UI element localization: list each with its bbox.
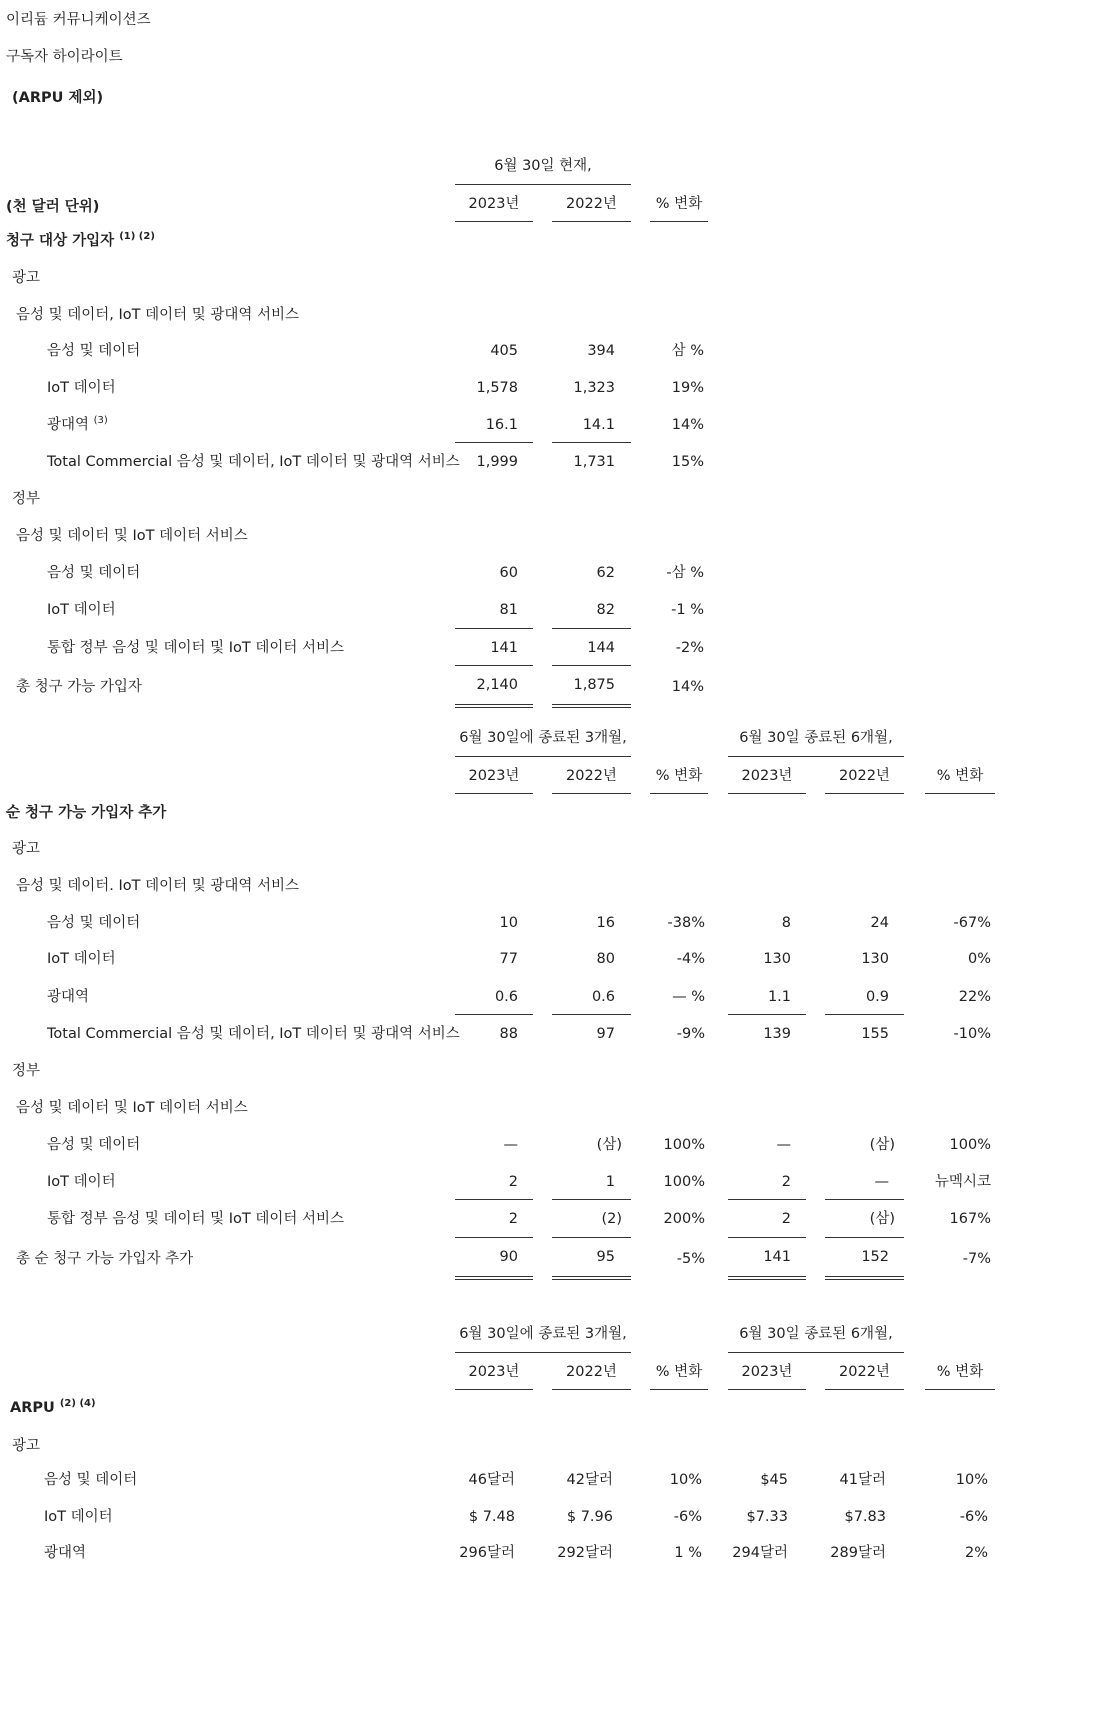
s3-cell: 289달러 xyxy=(830,1545,886,1561)
s2-row-label: 음성 및 데이터 xyxy=(47,915,141,931)
s2-cell: 2 xyxy=(781,1211,791,1227)
s1-col-2022: 2022년 xyxy=(566,196,617,212)
subtotal-rule xyxy=(455,665,533,666)
s3-col-underline xyxy=(455,1389,533,1390)
s1-cell: 1,578 xyxy=(476,380,518,396)
total-double-rule xyxy=(552,704,631,708)
s2-cell: (삼) xyxy=(869,1211,895,1227)
s1-cell: 1,323 xyxy=(573,380,615,396)
s2-cell: 16 xyxy=(596,915,615,931)
s2-cell: 152 xyxy=(861,1249,889,1265)
s2-cell: -7% xyxy=(962,1251,991,1267)
s2-col: % 변화 xyxy=(936,768,984,784)
s1-cell: 19% xyxy=(671,380,704,396)
s2-cell: — xyxy=(503,1137,518,1153)
total-double-rule xyxy=(825,1276,904,1280)
s3-cell: 10% xyxy=(669,1472,702,1488)
s2-cell: — xyxy=(776,1137,791,1153)
s1-cell: 15% xyxy=(671,454,704,470)
subtotal-rule xyxy=(825,1199,904,1200)
s2-cell: 88 xyxy=(499,1026,518,1042)
subtotal-rule xyxy=(455,1014,533,1015)
s2-cell: 141 xyxy=(763,1249,791,1265)
s2-cell: 1.1 xyxy=(767,989,791,1005)
s3-cell: 2% xyxy=(964,1545,988,1561)
s3-col-underline xyxy=(925,1389,995,1390)
s1-cell: 405 xyxy=(490,343,518,359)
s3-row-label: 음성 및 데이터 xyxy=(44,1472,138,1488)
s2-cell: -67% xyxy=(953,915,991,931)
s3-cell: $ 7.96 xyxy=(566,1509,613,1525)
s2-cell: 100% xyxy=(949,1137,991,1153)
subtotal-rule xyxy=(455,1237,533,1238)
s2-cell: 80 xyxy=(596,951,615,967)
s3-period-6m: 6월 30일 종료된 6개월, xyxy=(739,1326,893,1342)
s2-col: 2022년 xyxy=(839,768,890,784)
s1-cell: -2% xyxy=(675,640,704,656)
s2-cell: 1 xyxy=(605,1174,615,1190)
s3-period-3m: 6월 30일에 종료된 3개월, xyxy=(459,1326,627,1342)
s2-row-label: IoT 데이터 xyxy=(47,1174,116,1190)
s3-cell: $7.83 xyxy=(844,1509,886,1525)
total-double-rule xyxy=(728,1276,806,1280)
subtotal-rule xyxy=(552,1237,631,1238)
s1-cell: 삼 % xyxy=(671,343,704,359)
s3-row-label: IoT 데이터 xyxy=(44,1509,113,1525)
s1-cell: 141 xyxy=(490,640,518,656)
s1-government-group: 음성 및 데이터 및 IoT 데이터 서비스 xyxy=(16,528,248,544)
s1-commercial-group: 음성 및 데이터, IoT 데이터 및 광대역 서비스 xyxy=(16,307,299,323)
s2-col-underline xyxy=(650,793,708,794)
s2-row-label: 광대역 xyxy=(47,989,90,1005)
s1-col-change: % 변화 xyxy=(655,196,703,212)
s1-col-underline xyxy=(650,221,708,222)
s1-cell: 14% xyxy=(671,417,704,433)
s2-cell: 22% xyxy=(958,989,991,1005)
s2-cell: 24 xyxy=(870,915,889,931)
s3-cell: $45 xyxy=(760,1472,788,1488)
s3-col-underline xyxy=(650,1389,708,1390)
s2-cell: 200% xyxy=(663,1211,705,1227)
report-subtitle: 구독자 하이라이트 xyxy=(6,49,123,65)
s2-col-underline xyxy=(925,793,995,794)
s2-cell: 155 xyxy=(861,1026,889,1042)
arpu-exclusion-note: (ARPU 제외) xyxy=(12,90,104,106)
s2-cell: 100% xyxy=(663,1137,705,1153)
s2-col-underline xyxy=(728,793,806,794)
s3-cell: 46달러 xyxy=(468,1472,515,1488)
s2-period-underline xyxy=(455,756,631,757)
s3-cell: 296달러 xyxy=(459,1545,515,1561)
s2-cell: 0% xyxy=(967,951,991,967)
total-double-rule xyxy=(455,704,533,708)
s1-cell: 2,140 xyxy=(476,677,518,693)
s2-total-government-label: 통합 정부 음성 및 데이터 및 IoT 데이터 서비스 xyxy=(47,1211,344,1227)
s1-commercial-label: 광고 xyxy=(12,270,41,286)
subtotal-rule xyxy=(552,442,631,443)
s3-cell: $7.33 xyxy=(746,1509,788,1525)
s1-cell: 1,731 xyxy=(573,454,615,470)
s3-col-underline xyxy=(728,1389,806,1390)
s2-cell: 100% xyxy=(663,1174,705,1190)
s1-cell: 14% xyxy=(671,679,704,695)
s3-cell: -6% xyxy=(959,1509,988,1525)
s2-cell: -5% xyxy=(676,1251,705,1267)
s2-cell: 139 xyxy=(763,1026,791,1042)
s2-cell: 10 xyxy=(499,915,518,931)
s3-period-underline xyxy=(728,1352,904,1353)
s1-cell: 394 xyxy=(587,343,615,359)
s1-cell: 16.1 xyxy=(485,417,518,433)
s1-total-commercial-label: Total Commercial 음성 및 데이터, IoT 데이터 및 광대역 서비스 xyxy=(47,454,460,470)
s3-cell: $ 7.48 xyxy=(468,1509,515,1525)
s2-government-label: 정부 xyxy=(12,1063,41,1079)
s3-commercial-label: 광고 xyxy=(12,1438,41,1454)
s3-cell: 1 % xyxy=(674,1545,702,1561)
s1-row-label: 음성 및 데이터 xyxy=(47,343,141,359)
s2-col: 2023년 xyxy=(741,768,793,784)
s1-grand-total-label: 총 청구 가능 가입자 xyxy=(16,679,142,695)
s2-cell: 97 xyxy=(596,1026,615,1042)
s3-section-title: ARPU $^{(2) (4)}$ xyxy=(10,1398,96,1416)
subtotal-rule xyxy=(552,1199,631,1200)
subtotal-rule xyxy=(728,1014,806,1015)
s3-col: % 변화 xyxy=(936,1364,984,1380)
s1-row-label: IoT 데이터 xyxy=(47,602,116,618)
s1-cell: -삼 % xyxy=(666,565,704,581)
s2-cell: -10% xyxy=(953,1026,991,1042)
s1-cell: 14.1 xyxy=(582,417,615,433)
s3-cell: 294달러 xyxy=(732,1545,788,1561)
subtotal-rule xyxy=(825,1014,904,1015)
s2-cell: 167% xyxy=(949,1211,991,1227)
s3-cell: 10% xyxy=(955,1472,988,1488)
subtotal-rule xyxy=(455,1199,533,1200)
s3-row-label: 광대역 xyxy=(44,1545,87,1561)
s1-cell: 60 xyxy=(499,565,518,581)
s1-cell: -1 % xyxy=(671,602,704,618)
s2-cell: 130 xyxy=(763,951,791,967)
s3-period-underline xyxy=(455,1352,631,1353)
s1-period-underline xyxy=(455,184,631,185)
s3-col-underline xyxy=(825,1389,904,1390)
s3-col: % 변화 xyxy=(655,1364,703,1380)
s2-cell: 2 xyxy=(508,1174,518,1190)
s1-row-label: 음성 및 데이터 xyxy=(47,565,141,581)
s2-cell: -4% xyxy=(676,951,705,967)
s2-cell: — xyxy=(874,1174,889,1190)
s2-cell: (삼) xyxy=(869,1137,895,1153)
s2-total-commercial-label: Total Commercial 음성 및 데이터, IoT 데이터 및 광대역 서비스 xyxy=(47,1026,460,1042)
s1-cell: 82 xyxy=(596,602,615,618)
s1-col-underline xyxy=(552,221,631,222)
s1-period-header: 6월 30일 현재, xyxy=(494,158,592,174)
subtotal-rule xyxy=(552,628,631,629)
s2-col-underline xyxy=(825,793,904,794)
s2-cell: 0.6 xyxy=(494,989,518,1005)
s3-cell: 42달러 xyxy=(566,1472,613,1488)
s2-commercial-label: 광고 xyxy=(12,841,41,857)
s2-cell: -38% xyxy=(667,915,705,931)
subtotal-rule xyxy=(728,1199,806,1200)
s2-cell: 2 xyxy=(781,1174,791,1190)
s2-cell: 77 xyxy=(499,951,518,967)
s2-cell: — % xyxy=(672,989,705,1005)
s2-col-underline xyxy=(455,793,533,794)
s2-cell: -9% xyxy=(676,1026,705,1042)
s1-cell: 81 xyxy=(499,602,518,618)
s1-government-label: 정부 xyxy=(12,491,41,507)
s2-section-title: 순 청구 가능 가입자 추가 xyxy=(6,805,167,821)
s2-row-label: 음성 및 데이터 xyxy=(47,1137,141,1153)
s3-cell: -6% xyxy=(673,1509,702,1525)
s2-cell: 90 xyxy=(499,1249,518,1265)
s2-cell: 0.9 xyxy=(865,989,889,1005)
s1-row-label: IoT 데이터 xyxy=(47,380,116,396)
s2-commercial-group: 음성 및 데이터. IoT 데이터 및 광대역 서비스 xyxy=(16,878,299,894)
s3-col-underline xyxy=(552,1389,631,1390)
s2-cell: 0.6 xyxy=(591,989,615,1005)
s1-section-title: 청구 대상 가입자 $^{(1) (2)}$ xyxy=(6,231,155,249)
s3-col: 2022년 xyxy=(839,1364,890,1380)
subtotal-rule xyxy=(552,665,631,666)
company-name: 이리듐 커뮤니케이션즈 xyxy=(6,12,151,28)
total-double-rule xyxy=(552,1276,631,1280)
s3-col: 2023년 xyxy=(468,1364,520,1380)
subtotal-rule xyxy=(825,1237,904,1238)
s2-cell: 95 xyxy=(596,1249,615,1265)
s1-cell: 1,875 xyxy=(573,677,615,693)
s1-col-2023: 2023년 xyxy=(468,196,520,212)
s1-cell: 144 xyxy=(587,640,615,656)
s2-cell: (2) xyxy=(601,1211,622,1227)
total-double-rule xyxy=(455,1276,533,1280)
s2-period-3m: 6월 30일에 종료된 3개월, xyxy=(459,730,627,746)
s3-col: 2022년 xyxy=(566,1364,617,1380)
subtotal-rule xyxy=(728,1237,806,1238)
s3-col: 2023년 xyxy=(741,1364,793,1380)
subtotal-rule xyxy=(552,1014,631,1015)
s2-cell: (삼) xyxy=(596,1137,622,1153)
s3-cell: 292달러 xyxy=(557,1545,613,1561)
s2-government-group: 음성 및 데이터 및 IoT 데이터 서비스 xyxy=(16,1100,248,1116)
s2-period-underline xyxy=(728,756,904,757)
s1-cell: 62 xyxy=(596,565,615,581)
s2-col-underline xyxy=(552,793,631,794)
s2-row-label: IoT 데이터 xyxy=(47,951,116,967)
s2-grand-total-label: 총 순 청구 가능 가입자 추가 xyxy=(16,1251,194,1267)
s1-col-underline xyxy=(455,221,533,222)
s2-col: % 변화 xyxy=(655,768,703,784)
s1-total-government-label: 통합 정부 음성 및 데이터 및 IoT 데이터 서비스 xyxy=(47,640,344,656)
s2-col: 2023년 xyxy=(468,768,520,784)
s2-cell: 130 xyxy=(861,951,889,967)
s2-col: 2022년 xyxy=(566,768,617,784)
s1-cell: 1,999 xyxy=(476,454,518,470)
subtotal-rule xyxy=(455,442,533,443)
s3-cell: 41달러 xyxy=(839,1472,886,1488)
s1-unit-label: (천 달러 단위) xyxy=(6,199,100,215)
s2-cell: 8 xyxy=(781,915,791,931)
s2-cell: 2 xyxy=(508,1211,518,1227)
s1-row-label: 광대역 $^{(3)}$ xyxy=(47,415,108,433)
s2-cell: 뉴멕시코 xyxy=(934,1174,991,1190)
subtotal-rule xyxy=(455,628,533,629)
s2-period-6m: 6월 30일 종료된 6개월, xyxy=(739,730,893,746)
